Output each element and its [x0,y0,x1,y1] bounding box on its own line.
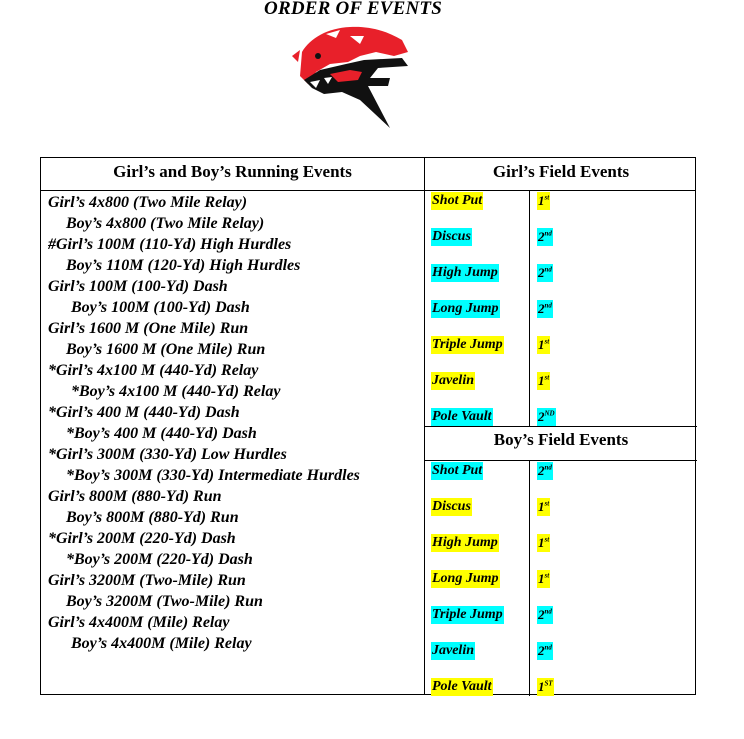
field-event-flight [537,678,554,696]
running-event-item: Boy’s 1600 M (One Mile) Run [66,341,266,358]
field-event-flight [537,642,553,660]
field-event-row [431,462,691,486]
field-event-flight [537,534,550,552]
field-event-name: Pole Vault [432,679,492,694]
field-event-name: High Jump [432,265,498,280]
running-event-item: Boy’s 4x800 (Two Mile Relay) [66,215,265,232]
running-event-item: *Boy’s 4x100 M (440-Yd) Relay [71,383,281,400]
boys-field-header: Boy’s Field Events [493,430,629,449]
running-event-item: *Girl’s 4x100 M (440-Yd) Relay [48,362,259,379]
field-event-flight [537,228,553,246]
flight-number: 2 [538,643,545,658]
running-event-item: Boy’s 800M (880-Yd) Run [66,509,239,526]
field-event-name: Long Jump [432,571,499,586]
field-event-name: High Jump [432,535,498,550]
flight-suffix: st [544,535,550,544]
flight-suffix: st [544,193,550,202]
flight-suffix: st [544,337,550,346]
running-event-item: Girl’s 4x800 (Two Mile Relay) [48,194,248,211]
flight-number: 1 [538,571,545,586]
field-event-flight [537,462,553,480]
flight-suffix: st [544,499,550,508]
flight-suffix: ST [544,679,553,688]
running-event-item: *Girl’s 300M (330-Yd) Low Hurdles [48,446,287,463]
field-event-flight [537,336,550,354]
field-event-row [431,372,691,396]
field-event-row [431,534,691,558]
flight-number: 2 [538,463,545,478]
running-events-list [48,192,360,654]
field-event-name: Long Jump [432,301,499,316]
flight-number: 1 [538,679,545,694]
flight-suffix: st [544,571,550,580]
panther-logo-icon [290,22,416,132]
field-event-flight [537,264,553,282]
flight-suffix: nd [544,229,552,238]
events-table [40,157,696,695]
flight-suffix: st [544,373,550,382]
running-event-item: #Girl’s 100M (110-Yd) High Hurdles [48,236,292,253]
running-event-item: Boy’s 4x400M (Mile) Relay [71,635,252,652]
running-event-item: Boy’s 110M (120-Yd) High Hurdles [66,257,301,274]
flight-number: 1 [538,193,545,208]
field-event-row [431,642,691,666]
running-events-header: Girl’s and Boy’s Running Events [113,162,352,181]
field-event-name: Triple Jump [432,337,503,352]
running-event-item: Girl’s 800M (880-Yd) Run [48,488,222,505]
field-event-flight [537,372,550,390]
field-event-flight [537,192,550,210]
flight-suffix: nd [544,265,552,274]
field-event-row [431,336,691,360]
field-event-flight [537,300,553,318]
running-event-item: Girl’s 4x400M (Mile) Relay [48,614,230,631]
field-event-name: Pole Vault [432,409,492,424]
girls-field-header: Girl’s Field Events [492,162,630,181]
field-event-row [431,300,691,324]
field-event-flight [537,606,553,624]
running-event-item: Girl’s 1600 M (One Mile) Run [48,320,249,337]
field-event-row [431,678,691,702]
running-event-item: *Boy’s 400 M (440-Yd) Dash [66,425,257,442]
flight-suffix: nd [544,301,552,310]
flight-number: 2 [538,229,545,244]
running-event-item: Boy’s 3200M (Two-Mile) Run [66,593,263,610]
field-event-name: Triple Jump [432,607,503,622]
flight-suffix: nd [544,463,552,472]
field-event-name: Shot Put [432,193,483,208]
field-event-row [431,498,691,522]
running-event-item: *Girl’s 400 M (440-Yd) Dash [48,404,240,421]
field-event-name: Discus [432,499,471,514]
boys-field-header-divider [425,460,697,461]
running-event-item: *Boy’s 300M (330-Yd) Intermediate Hurdles [66,467,360,484]
page-title: ORDER OF EVENTS [264,0,442,19]
flight-suffix: nd [544,607,552,616]
flight-suffix: ND [544,409,555,418]
running-event-item: *Girl’s 200M (220-Yd) Dash [48,530,236,547]
flight-number: 2 [538,409,545,424]
header-divider [41,190,695,191]
flight-number: 2 [538,265,545,280]
field-event-row [431,264,691,288]
field-event-row [431,228,691,252]
flight-number: 2 [538,301,545,316]
field-event-row [431,606,691,630]
field-event-name: Shot Put [432,463,483,478]
running-event-item: Girl’s 3200M (Two-Mile) Run [48,572,246,589]
flight-number: 1 [538,535,545,550]
field-event-flight [537,408,556,426]
flight-number: 1 [538,499,545,514]
field-event-row [431,408,691,432]
field-event-name: Javelin [432,643,474,658]
flight-number: 1 [538,373,545,388]
running-event-item: Girl’s 100M (100-Yd) Dash [48,278,228,295]
field-event-name: Discus [432,229,471,244]
field-event-flight [537,570,550,588]
field-event-row [431,192,691,216]
flight-suffix: nd [544,643,552,652]
flight-number: 2 [538,607,545,622]
flight-number: 1 [538,337,545,352]
running-event-item: *Boy’s 200M (220-Yd) Dash [66,551,253,568]
field-event-flight [537,498,550,516]
field-event-row [431,570,691,594]
running-event-item: Boy’s 100M (100-Yd) Dash [71,299,250,316]
field-event-name: Javelin [432,373,474,388]
